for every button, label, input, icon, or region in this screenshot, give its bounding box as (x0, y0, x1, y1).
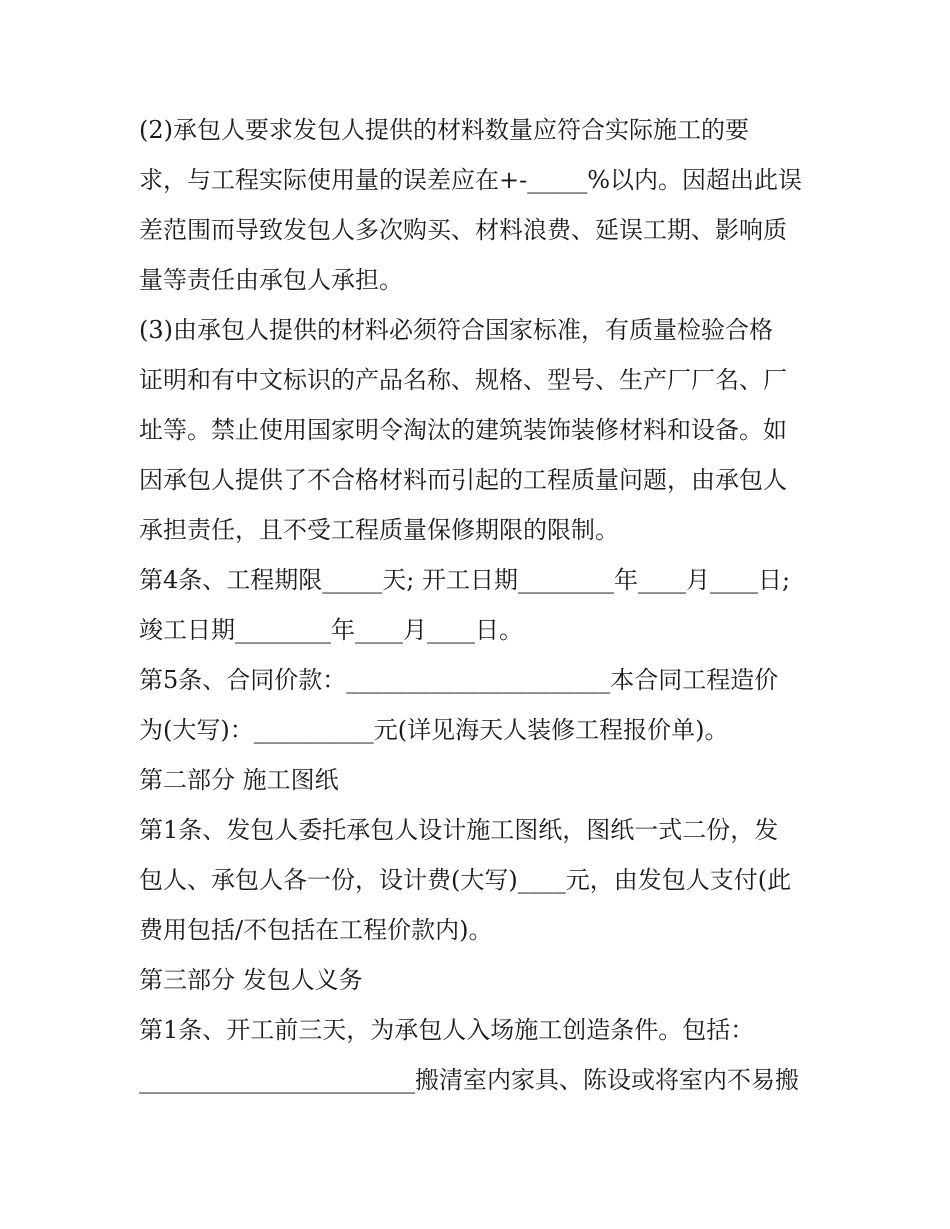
text-line: 承担责任，且不受工程质量保修期限的限制。 (139, 516, 619, 544)
text-line: 证明和有中文标识的产品名称、规格、型号、生产厂厂名、厂 (139, 366, 787, 394)
text-line: 差范围而导致发包人多次购买、材料浪费、延误工期、影响质 (139, 216, 787, 244)
text-line: 为(大写)：__________元(详见海天人装修工程报价单)。 (139, 716, 729, 744)
section-heading: 第三部分 发包人义务 (139, 966, 363, 994)
text-line: 因承包人提供了不合格材料而引起的工程质量问题，由承包人 (139, 466, 787, 494)
text-line: 第1条、开工前三天，为承包人入场施工创造条件。包括： (139, 1016, 755, 1044)
text-line: 第1条、发包人委托承包人设计施工图纸，图纸一式二份，发 (139, 816, 779, 844)
text-line: 第5条、合同价款：______________________本合同工程造价 (139, 666, 779, 694)
text-line: (3)由承包人提供的材料必须符合国家标准，有质量检验合格 (139, 316, 773, 344)
text-line: 求，与工程实际使用量的误差应在+-_____%以内。因超出此误 (139, 166, 803, 194)
text-line: 址等。禁止使用国家明令淘汰的建筑装饰装修材料和设备。如 (139, 416, 787, 444)
text-line: 第4条、工程期限_____天; 开工日期________年____月____日; (139, 566, 791, 594)
section-heading: 第二部分 施工图纸 (139, 766, 339, 794)
text-line: 竣工日期________年____月____日。 (139, 616, 523, 644)
text-line: 包人、承包人各一份，设计费(大写)____元，由发包人支付(此 (139, 866, 792, 894)
text-line: _______________________搬清室内家具、陈设或将室内不易搬 (139, 1066, 799, 1094)
text-line: 费用包括/不包括在工程价款内)。 (139, 916, 493, 944)
text-line: 量等责任由承包人承担。 (139, 266, 403, 294)
text-line: (2)承包人要求发包人提供的材料数量应符合实际施工的要 (139, 116, 749, 144)
